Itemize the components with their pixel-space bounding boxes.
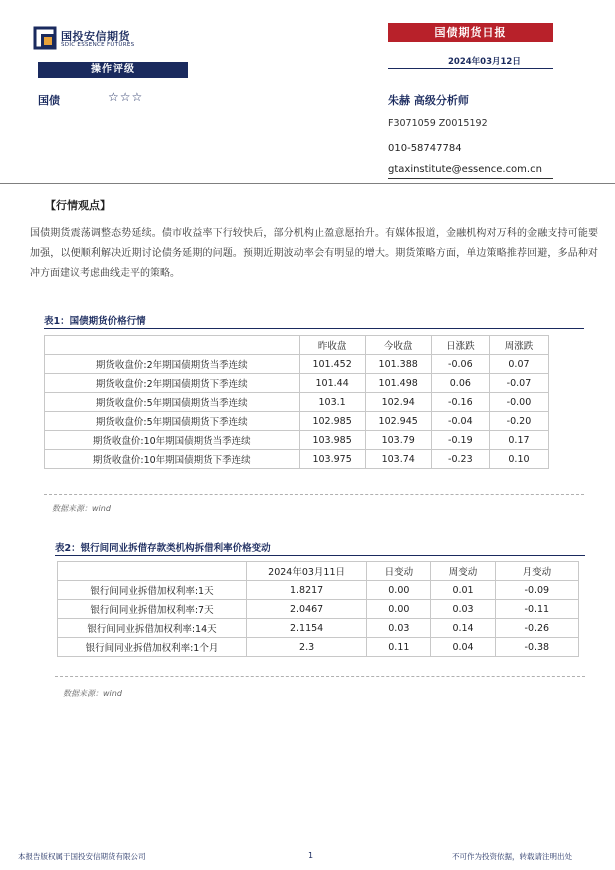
table-cell: 101.498 — [365, 374, 431, 393]
column-header — [45, 336, 300, 355]
table-cell: 0.04 — [431, 638, 495, 657]
footer-copyright: 本报告版权属于国投安信期货有限公司 — [18, 852, 146, 861]
logo-cn-text: 国投安信期货 — [61, 30, 130, 43]
table-row — [58, 638, 579, 657]
row-label: 期货收盘价:2年期国债期货下季连续 — [45, 374, 300, 393]
table-cell: 0.07 — [489, 355, 548, 374]
logo-mark-icon — [33, 26, 57, 50]
product-name: 国债 — [38, 94, 60, 107]
table2-title-rule — [55, 555, 585, 556]
row-label: 期货收盘价:5年期国债期货当季连续 — [45, 393, 300, 412]
table-cell: 102.94 — [365, 393, 431, 412]
table-cell: 0.06 — [431, 374, 489, 393]
market-view-paragraph: 国债期货震荡调整态势延续。债市收益率下行较快后，部分机构止盈意愿抬升。有媒体报道，金融机构对万科的金融支持可能要加强，以便顺利解决近期讨论债务延期的问题。预期近期波动率会有明显的增大。期货策略方面，单边策略推荐回避，多品种对冲方面建议考虑曲线走平的策略。 — [30, 228, 598, 279]
logo-en-text: SDIC ESSENCE FUTURES — [61, 42, 135, 48]
column-header: 日涨跌 — [431, 336, 489, 355]
table-cell: 0.17 — [489, 431, 548, 450]
table-row — [45, 412, 549, 431]
table-cell: -0.11 — [495, 600, 578, 619]
table-row — [45, 393, 549, 412]
table1-title-rule — [44, 328, 584, 329]
column-header: 今收盘 — [365, 336, 431, 355]
row-label: 银行间同业拆借加权利率:7天 — [58, 600, 247, 619]
table-cell: -0.20 — [489, 412, 548, 431]
analyst-email: gtaxinstitute@essence.com.cn — [388, 164, 542, 175]
row-label: 期货收盘价:10年期国债期货当季连续 — [45, 431, 300, 450]
table2-title: 表2：银行间同业拆借存款类机构拆借利率价格变动 — [55, 543, 271, 554]
column-header: 2024年03月11日 — [246, 562, 366, 581]
table-cell: -0.19 — [431, 431, 489, 450]
table-cell: -0.00 — [489, 393, 548, 412]
table-row — [58, 619, 579, 638]
table-cell: -0.06 — [431, 355, 489, 374]
row-label: 银行间同业拆借加权利率:1个月 — [58, 638, 247, 657]
date-underline — [388, 68, 553, 69]
table-cell: -0.23 — [431, 450, 489, 469]
column-header: 周变动 — [431, 562, 495, 581]
table-cell: 101.388 — [365, 355, 431, 374]
table-cell: 103.1 — [299, 393, 365, 412]
table-row — [58, 600, 579, 619]
email-underline — [388, 178, 553, 179]
row-label: 期货收盘价:2年期国债期货当季连续 — [45, 355, 300, 374]
table-cell: 103.985 — [299, 431, 365, 450]
table1-bottom-rule — [44, 494, 584, 495]
table-row — [58, 581, 579, 600]
report-type-tag: 国债期货日报 — [388, 23, 553, 42]
market-view-title: 【行情观点】 — [45, 199, 111, 212]
table-cell: 0.03 — [367, 619, 431, 638]
table-cell: 0.10 — [489, 450, 548, 469]
table1-source: 数据来源：wind — [52, 504, 111, 513]
table-row — [45, 355, 549, 374]
row-label: 银行间同业拆借加权利率:1天 — [58, 581, 247, 600]
table-cell: 0.11 — [367, 638, 431, 657]
table2-source: 数据来源：wind — [63, 689, 122, 698]
row-label: 银行间同业拆借加权利率:14天 — [58, 619, 247, 638]
table-cell: 2.1154 — [246, 619, 366, 638]
rating-stars: ☆☆☆ — [108, 90, 144, 104]
table-cell: -0.04 — [431, 412, 489, 431]
table-cell: 103.975 — [299, 450, 365, 469]
company-logo — [33, 26, 143, 52]
table-cell: 102.945 — [365, 412, 431, 431]
table-cell: 101.44 — [299, 374, 365, 393]
table-cell: 0.00 — [367, 600, 431, 619]
table-cell: 2.0467 — [246, 600, 366, 619]
analyst-cert: F3071059 Z0015192 — [388, 118, 488, 129]
column-header: 月变动 — [495, 562, 578, 581]
page-number: 1 — [308, 851, 314, 860]
table-cell: 103.79 — [365, 431, 431, 450]
table-cell: -0.26 — [495, 619, 578, 638]
table-cell: -0.07 — [489, 374, 548, 393]
rating-label-bar: 操作评级 — [38, 62, 188, 78]
column-header: 昨收盘 — [299, 336, 365, 355]
table-row — [45, 374, 549, 393]
table-cell: 0.03 — [431, 600, 495, 619]
table-cell: 102.985 — [299, 412, 365, 431]
table2-bottom-rule — [55, 676, 585, 677]
analyst-phone: 010-58747784 — [388, 143, 462, 154]
table-cell: 1.8217 — [246, 581, 366, 600]
table-cell: 103.74 — [365, 450, 431, 469]
analyst-name: 朱赫 高级分析师 — [388, 94, 469, 107]
table-cell: 0.01 — [431, 581, 495, 600]
column-header — [58, 562, 247, 581]
row-label: 期货收盘价:10年期国债期货下季连续 — [45, 450, 300, 469]
report-date: 2024年03月12日 — [448, 57, 521, 67]
table-row — [45, 431, 549, 450]
table-header-row — [58, 562, 579, 581]
row-label: 期货收盘价:5年期国债期货下季连续 — [45, 412, 300, 431]
header-divider — [0, 183, 615, 184]
column-header: 周涨跌 — [489, 336, 548, 355]
table-cell: 0.14 — [431, 619, 495, 638]
table-cell: 2.3 — [246, 638, 366, 657]
table-cell: -0.38 — [495, 638, 578, 657]
table1-title: 表1：国债期货价格行情 — [44, 316, 146, 327]
column-header: 日变动 — [367, 562, 431, 581]
interbank-rate-table — [57, 561, 579, 657]
table-cell: 101.452 — [299, 355, 365, 374]
footer-disclaimer: 不可作为投资依据，转载请注明出处 — [452, 852, 572, 861]
table-cell: 0.00 — [367, 581, 431, 600]
futures-price-table — [44, 335, 549, 469]
table-cell: -0.09 — [495, 581, 578, 600]
table-header-row — [45, 336, 549, 355]
table-row — [45, 450, 549, 469]
table-cell: -0.16 — [431, 393, 489, 412]
